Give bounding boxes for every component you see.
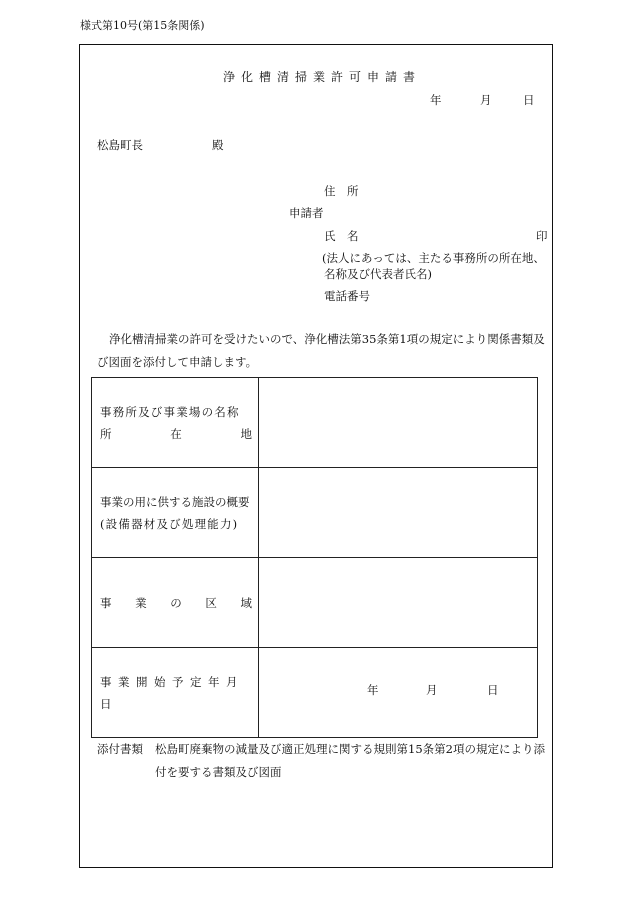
start-date-label-cell: [92, 648, 259, 738]
area-char-1: 事: [100, 595, 112, 610]
corporate-note-2: 名称及び代表者氏名): [324, 267, 432, 281]
name-label: 氏 名: [324, 229, 359, 243]
business-area-value-cell[interactable]: [259, 558, 538, 648]
facility-label: 事業の用に供する施設の概要: [100, 494, 250, 509]
form-title: 浄化槽清掃業許可申請書: [223, 70, 422, 84]
phone-label: 電話番号: [324, 289, 370, 303]
date-year: 年: [430, 93, 442, 107]
body-text-line-2: び図面を添付して申請します。: [97, 355, 258, 369]
application-table: [91, 377, 538, 738]
corporate-note-1: (法人にあっては、主たる事務所の所在地、: [322, 251, 545, 265]
business-area-label-cell: [92, 558, 259, 648]
location-char-2: 在: [170, 426, 182, 441]
date-month: 月: [480, 93, 492, 107]
addressee-honorific: 殿: [212, 138, 224, 152]
address-label: 住 所: [324, 184, 359, 198]
office-name-label: 事務所及び事業場の名称: [100, 404, 240, 419]
start-date-label: 事業開始予定年月日: [100, 674, 244, 711]
start-date-year: 年: [367, 683, 379, 697]
area-char-2: 業: [135, 595, 147, 610]
addressee-name: 松島町長: [97, 138, 143, 152]
form-code: 様式第10号(第15条関係): [80, 19, 205, 32]
business-area-label: [100, 592, 252, 614]
facility-sub-label: (設備器材及び処理能力): [100, 516, 239, 531]
area-char-5: 域: [240, 595, 252, 610]
area-char-3: の: [170, 595, 182, 610]
date-day: 日: [523, 93, 535, 107]
table-row: [92, 468, 538, 558]
attachments-text-2: 付を要する書類及び図面: [155, 765, 282, 779]
start-date-month: 月: [426, 683, 438, 697]
office-location-label: [100, 423, 252, 445]
attachments-label: 添付書類: [97, 742, 143, 756]
office-name-label-cell: [92, 378, 259, 468]
seal-label: 印: [536, 229, 548, 243]
applicant-label: 申請者: [289, 206, 324, 220]
attachments-text-1: 松島町廃棄物の減量及び適正処理に関する規則第15条第2項の規定により添: [155, 742, 545, 756]
facility-value-cell[interactable]: [259, 468, 538, 558]
facility-label-cell: [92, 468, 259, 558]
table-row: [92, 378, 538, 468]
table-row: [92, 648, 538, 738]
area-char-4: 区: [205, 595, 217, 610]
start-date-day: 日: [487, 683, 499, 697]
table-row: [92, 558, 538, 648]
location-char-1: 所: [100, 426, 112, 441]
body-text-line-1: 浄化槽清掃業の許可を受けたいので、浄化槽法第35条第1項の規定により関係書類及: [109, 332, 545, 346]
start-date-value-cell[interactable]: [259, 648, 538, 738]
office-name-value-cell[interactable]: [259, 378, 538, 468]
location-char-3: 地: [240, 426, 252, 441]
